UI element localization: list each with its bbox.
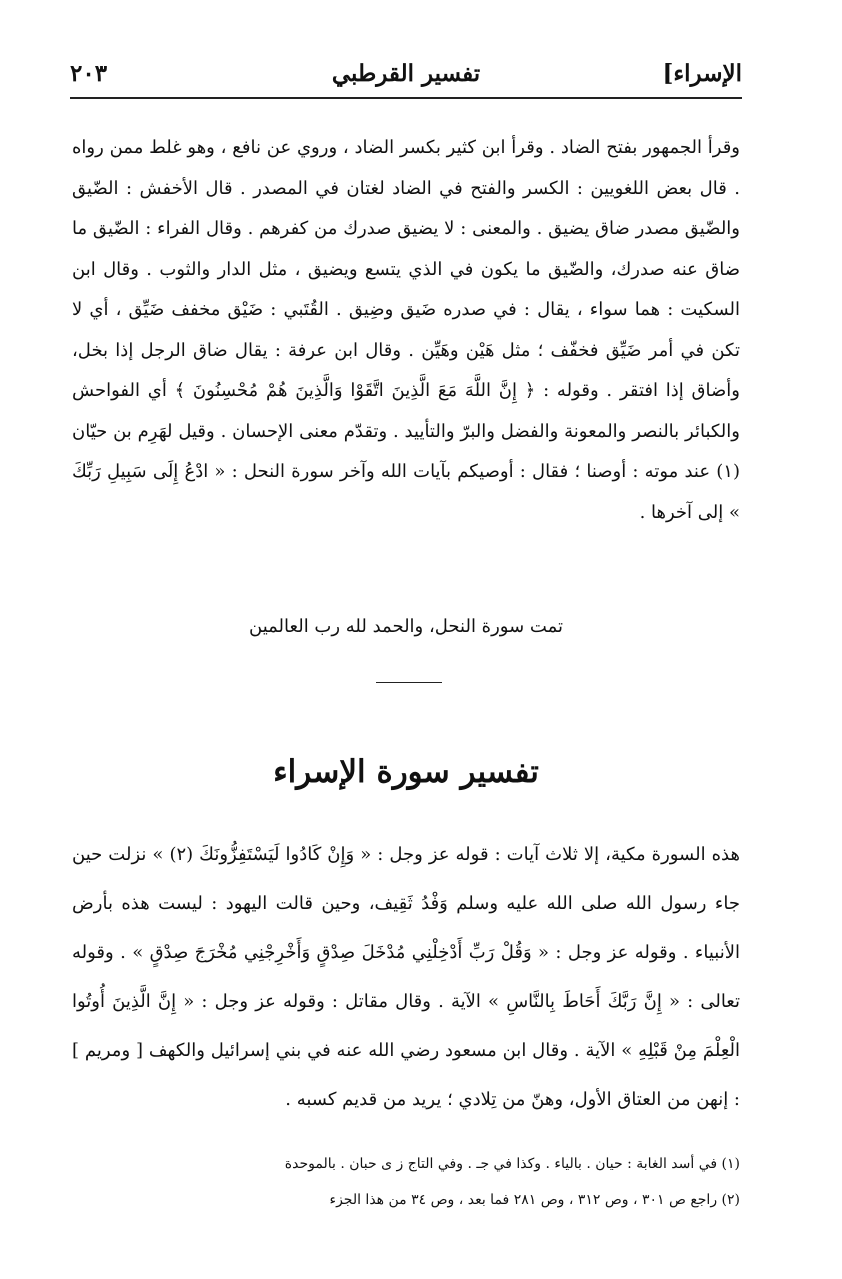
footnotes xyxy=(160,1146,740,1218)
commentary-paragraph: وقرأ الجمهور بفتح الضاد . وقرأ ابن كثير بكسر الضاد ، وروي عن نافع ، وهو غلط ممن رواه . قال بعض اللغويين : الكسر والفتح في الضاد لغتان في المصدر . قال الأخفش : الضّيق والضّيق مصدر ضاق يضيق . والمعنى : لا يضيق صدرك من كفرهم . وقال الفراء : الضّيق ما ضاق عنه صدرك، والضّيق ما يكون في الذي يتسع ويضيق ، مثل الدار والثوب . وقال ابن السكيت : هما سواء ، يقال : في صدره ضَيق وضِيق . القُتَبي : ضَيْق مخفف ضَيِّق ، أي لا تكن في أمر ضَيِّق فخفّف ؛ مثل هَيْن وهَيِّن . وقال ابن عرفة : يقال ضاق الرجل إذا بخل، وأضاق إذا افتقر . وقوله : ﴿ إِنَّ اللَّهَ مَعَ الَّذِينَ اتَّقَوْا وَالَّذِينَ هُمْ مُحْسِنُونَ ﴾ أي الفواحش والكبائر بالنصر والمعونة والفضل والبرّ والتأييد . وتقدّم معنى الإحسان . وقيل لهَرِم بن حيّان (١) عند موته : أوصنا ؛ فقال : أوصيكم بآيات الله وآخر سورة النحل : « ادْعُ إِلَى سَبِيلِ رَبِّكَ » إلى آخرها . xyxy=(72,137,740,523)
page-number: ٢٠٣ xyxy=(70,60,108,87)
section-title: تفسير سورة الإسراء xyxy=(273,754,539,790)
book-title: تفسير القرطبي xyxy=(331,60,481,87)
header-rule xyxy=(70,97,742,99)
introduction-section xyxy=(72,830,740,1124)
section-divider xyxy=(376,682,442,683)
surah-closing-line: تمت سورة النحل، والحمد لله رب العالمين xyxy=(249,616,563,637)
page-header xyxy=(70,54,742,94)
footnote: (١) في أسد الغابة : حيان . بالياء . وكذا في جـ . وفي التاج ز ى حبان . بالموحدة xyxy=(284,1156,740,1172)
commentary-section xyxy=(72,128,740,533)
surah-name: الإسراء] xyxy=(662,60,742,87)
footnote: (٢) راجع ص ٣٠١ ، وص ٣١٢ ، وص ٢٨١ فما بعد ، وص ٣٤ من هذا الجزء xyxy=(329,1192,740,1208)
introduction-paragraph: هذه السورة مكية، إلا ثلاث آيات : قوله عز وجل : « وَإِنْ كَادُوا لَيَسْتَفِزُّونَكَ (٢) » نزلت حين جاء رسول الله صلى الله عليه وسلم وَفْدُ ثَقِيف، وحين قالت اليهود : ليست هذه بأرض الأنبياء . وقوله عز وجل : « وَقُلْ رَبِّ أَدْخِلْنِي مُدْخَلَ صِدْقٍ وَأَخْرِجْنِي مُخْرَجَ صِدْقٍ » . وقوله تعالى : « إِنَّ رَبَّكَ أَحَاطَ بِالنَّاسِ » الآية . وقال مقاتل : وقوله عز وجل : « إِنَّ الَّذِينَ أُوتُوا الْعِلْمَ مِنْ قَبْلِهِ » الآية . وقال ابن مسعود رضي الله عنه في بني إسرائيل والكهف [ ومريم ] : إنهن من العتاق الأول، وهنّ من تِلادي ؛ يريد من قديم كسبه . xyxy=(72,844,740,1110)
